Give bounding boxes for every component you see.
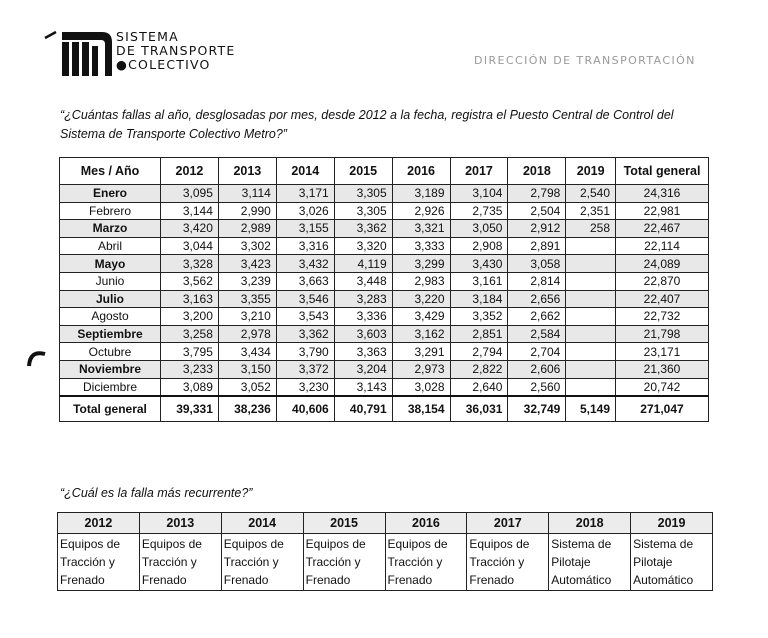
recurrent-failure-line: Tracción y [387,555,443,569]
recurrent-year-header: 2013 [139,513,221,534]
recurrent-failure-line: Tracción y [469,555,525,569]
metro-logo [62,24,272,80]
value-cell: 2,606 [508,360,566,378]
scan-mark-top [44,30,58,40]
value-cell: 3,052 [218,378,276,396]
value-cell: 2,908 [450,237,508,255]
value-cell: 3,230 [276,378,334,396]
value-cell: 3,333 [392,237,450,255]
logo-line-2: DE TRANSPORTE [116,43,236,58]
value-cell: 3,430 [450,255,508,273]
value-cell: 2,540 [566,185,616,203]
header-year: 2018 [508,158,566,185]
value-cell: 3,562 [161,272,219,290]
value-cell: 2,926 [392,202,450,220]
value-cell: 3,044 [161,237,219,255]
table-row [60,255,709,273]
header-total-general: Total general [616,158,709,185]
recurrent-failure-line: Sistema de [633,537,694,551]
recurrent-failure-cell [385,534,467,591]
month-cell: Noviembre [60,360,161,378]
value-cell: 3,058 [508,255,566,273]
recurrent-failure-cell [139,534,221,591]
recurrent-year-header: 2016 [385,513,467,534]
value-cell: 3,316 [276,237,334,255]
month-cell: Marzo [60,220,161,238]
logo-line-3: ●COLECTIVO [116,57,211,72]
header-mes-ano: Mes / Año [60,158,161,185]
recurrent-year-header: 2018 [549,513,631,534]
value-cell: 2,662 [508,308,566,326]
month-cell: Enero [60,185,161,203]
value-cell: 3,150 [218,360,276,378]
total-cell: 22,870 [616,272,709,290]
recurrent-failure-cell [303,534,385,591]
value-cell: 3,162 [392,325,450,343]
value-cell: 3,200 [161,308,219,326]
value-cell: 3,089 [161,378,219,396]
logo-text [116,30,235,72]
value-cell: 3,546 [276,290,334,308]
value-cell: 3,434 [218,343,276,361]
failures-table-header [60,158,709,185]
question-failures-per-month: “¿Cuántas fallas al año, desglosadas por mes, desde 2012 a la fecha, registra el Puesto Central de Control del Sistema de Transporte Colectivo Metro?” [60,108,674,141]
value-cell [566,308,616,326]
recurrent-failure-line: Tracción y [141,555,197,569]
total-cell: 24,316 [616,185,709,203]
value-cell: 3,114 [218,185,276,203]
total-cell: 22,732 [616,308,709,326]
value-cell: 3,028 [392,378,450,396]
recurrent-failure-line: Equipos de [223,537,284,551]
table-row [60,325,709,343]
total-value: 38,154 [392,396,450,422]
recurrent-failure-line: Frenado [223,573,269,587]
month-cell: Junio [60,272,161,290]
recurrent-table-row [58,534,713,591]
value-cell: 2,504 [508,202,566,220]
recurrent-failure-line: Frenado [387,573,433,587]
recurrent-failure-cell [549,534,631,591]
table-row [60,220,709,238]
recurrent-failure-line: Automático [551,573,612,587]
value-cell: 2,735 [450,202,508,220]
scan-mark-left [26,346,48,368]
total-cell: 22,114 [616,237,709,255]
value-cell: 3,050 [450,220,508,238]
value-cell: 3,603 [334,325,392,343]
value-cell: 3,429 [392,308,450,326]
value-cell: 3,305 [334,185,392,203]
month-cell: Mayo [60,255,161,273]
value-cell [566,378,616,396]
value-cell: 3,189 [392,185,450,203]
header-year: 2013 [218,158,276,185]
value-cell: 3,362 [334,220,392,238]
header-year: 2016 [392,158,450,185]
value-cell: 2,640 [450,378,508,396]
value-cell: 3,283 [334,290,392,308]
value-cell: 2,989 [218,220,276,238]
value-cell: 3,210 [218,308,276,326]
month-cell: Septiembre [60,325,161,343]
total-cell: 22,467 [616,220,709,238]
recurrent-year-header: 2014 [221,513,303,534]
recurrent-failure-line: Frenado [305,573,351,587]
value-cell: 3,291 [392,343,450,361]
total-cell: 21,798 [616,325,709,343]
value-cell: 3,448 [334,272,392,290]
value-cell: 3,362 [276,325,334,343]
month-cell: Julio [60,290,161,308]
value-cell [566,272,616,290]
value-cell: 3,155 [276,220,334,238]
total-cell: 22,981 [616,202,709,220]
value-cell: 3,302 [218,237,276,255]
value-cell: 3,026 [276,202,334,220]
value-cell: 2,704 [508,343,566,361]
value-cell [566,290,616,308]
value-cell: 3,104 [450,185,508,203]
total-value: 38,236 [218,396,276,422]
value-cell: 3,663 [276,272,334,290]
value-cell: 2,912 [508,220,566,238]
value-cell: 3,790 [276,343,334,361]
value-cell: 2,351 [566,202,616,220]
value-cell: 3,161 [450,272,508,290]
month-cell: Febrero [60,202,161,220]
month-cell: Abril [60,237,161,255]
recurrent-failure-cell [631,534,713,591]
value-cell: 3,355 [218,290,276,308]
total-value: 5,149 [566,396,616,422]
value-cell: 3,328 [161,255,219,273]
value-cell [566,255,616,273]
value-cell: 3,336 [334,308,392,326]
recurrent-failure-line: Pilotaje [633,555,673,569]
value-cell: 2,814 [508,272,566,290]
total-value: 271,047 [616,396,709,422]
value-cell: 3,432 [276,255,334,273]
value-cell: 3,305 [334,202,392,220]
value-cell: 2,973 [392,360,450,378]
recurrent-failure-line: Frenado [60,573,105,587]
total-row [60,396,709,422]
value-cell: 2,656 [508,290,566,308]
value-cell: 3,204 [334,360,392,378]
recurrent-failure-line: Equipos de [60,537,121,551]
value-cell: 2,978 [218,325,276,343]
recurrent-failure-line: Equipos de [305,537,366,551]
recurrent-failure-line: Frenado [469,573,515,587]
recurrent-failure-line: Tracción y [305,555,361,569]
header-year: 2014 [276,158,334,185]
recurrent-failure-cell [58,534,140,591]
value-cell: 3,143 [334,378,392,396]
header-year: 2017 [450,158,508,185]
total-value: 32,749 [508,396,566,422]
table-row [60,290,709,308]
table-row [60,360,709,378]
recurrent-year-header: 2017 [467,513,549,534]
value-cell: 2,798 [508,185,566,203]
value-cell: 3,299 [392,255,450,273]
value-cell: 2,851 [450,325,508,343]
header-year: 2012 [161,158,219,185]
logo-line-1: SISTEMA [116,29,179,44]
value-cell: 3,363 [334,343,392,361]
value-cell: 2,990 [218,202,276,220]
month-cell: Agosto [60,308,161,326]
total-value: 36,031 [450,396,508,422]
recurrent-failure-line: Tracción y [223,555,279,569]
value-cell: 3,258 [161,325,219,343]
value-cell: 2,560 [508,378,566,396]
recurrent-table-header [58,513,713,534]
recurrent-year-header: 2015 [303,513,385,534]
question-most-recurrent-failure: “¿Cuál es la falla más recurrente?” [60,486,253,500]
value-cell: 3,239 [218,272,276,290]
value-cell: 4,119 [334,255,392,273]
value-cell: 258 [566,220,616,238]
value-cell: 3,420 [161,220,219,238]
table-row [60,343,709,361]
total-cell: 23,171 [616,343,709,361]
value-cell [566,343,616,361]
header-year: 2015 [334,158,392,185]
table-row [60,185,709,203]
value-cell: 3,171 [276,185,334,203]
total-value: 40,791 [334,396,392,422]
value-cell: 3,095 [161,185,219,203]
value-cell [566,360,616,378]
value-cell: 2,794 [450,343,508,361]
recurrent-failure-line: Equipos de [469,537,530,551]
table-row [60,272,709,290]
total-label: Total general [60,396,161,422]
table-row [60,237,709,255]
value-cell: 2,822 [450,360,508,378]
value-cell: 3,220 [392,290,450,308]
value-cell: 3,163 [161,290,219,308]
value-cell: 3,352 [450,308,508,326]
value-cell: 2,891 [508,237,566,255]
recurrent-failure-line: Frenado [141,573,187,587]
value-cell [566,325,616,343]
value-cell: 3,184 [450,290,508,308]
value-cell: 3,233 [161,360,219,378]
recurrent-failure-table [57,512,713,591]
value-cell: 3,795 [161,343,219,361]
recurrent-failure-cell [467,534,549,591]
recurrent-failure-line: Tracción y [60,555,115,569]
table-row [60,378,709,396]
total-value: 40,606 [276,396,334,422]
value-cell: 3,320 [334,237,392,255]
recurrent-failure-line: Equipos de [387,537,448,551]
metro-m-logo-icon [62,32,112,76]
table-row [60,308,709,326]
month-cell: Octubre [60,343,161,361]
recurrent-failure-cell [221,534,303,591]
month-cell: Diciembre [60,378,161,396]
total-cell: 20,742 [616,378,709,396]
value-cell: 3,144 [161,202,219,220]
total-cell: 22,407 [616,290,709,308]
failures-table [59,157,709,422]
value-cell: 3,423 [218,255,276,273]
value-cell: 2,584 [508,325,566,343]
total-cell: 24,089 [616,255,709,273]
header-year: 2019 [566,158,616,185]
recurrent-year-header: 2012 [58,513,140,534]
recurrent-failure-line: Pilotaje [551,555,591,569]
value-cell [566,237,616,255]
value-cell: 2,983 [392,272,450,290]
total-value: 39,331 [161,396,219,422]
recurrent-year-header: 2019 [631,513,713,534]
recurrent-failure-line: Automático [633,573,694,587]
department-heading: DIRECCIÓN DE TRANSPORTACIÓN [474,54,696,67]
total-cell: 21,360 [616,360,709,378]
value-cell: 3,543 [276,308,334,326]
value-cell: 3,321 [392,220,450,238]
value-cell: 3,372 [276,360,334,378]
table-row [60,202,709,220]
recurrent-failure-line: Sistema de [551,537,612,551]
recurrent-failure-line: Equipos de [141,537,202,551]
